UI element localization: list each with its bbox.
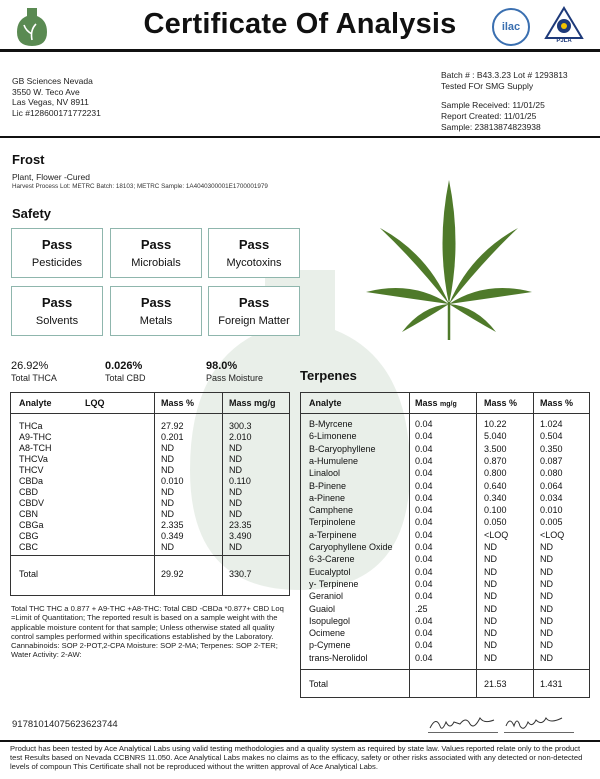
test-result: Pass <box>140 237 172 252</box>
terpene-value: 1.024 <box>540 419 563 429</box>
terpene-value: ND <box>540 554 553 565</box>
lab-address-block <box>12 76 101 118</box>
total-thca-stat <box>11 360 57 383</box>
test-name: Solvents <box>35 315 79 327</box>
terpene-value: 0.340 <box>484 492 507 503</box>
terpene-name: a-Terpinene <box>309 529 357 540</box>
analyte-name: THCV <box>19 465 44 475</box>
terpene-value: ND <box>484 554 497 565</box>
test-result: Pass <box>140 295 172 310</box>
lab-license: Lic #128600171772231 <box>12 107 101 118</box>
terpene-name: Linalool <box>309 468 341 479</box>
analyte-value: ND <box>161 454 174 464</box>
test-result: Pass <box>238 295 270 310</box>
terpene-value: 0.005 <box>540 517 563 528</box>
terpene-value: ND <box>484 578 497 589</box>
column-header <box>415 398 457 408</box>
terpene-name: Eucalyptol <box>309 566 351 577</box>
terpene-value: ND <box>484 628 497 639</box>
terpene-value: 0.504 <box>540 431 563 442</box>
analyte-name: CBG <box>19 531 39 541</box>
terpene-value: 0.04 <box>415 640 433 651</box>
terpene-value: ND <box>540 628 553 639</box>
terpene-value: 0.087 <box>540 455 563 466</box>
terpene-name: y- Terpinene <box>309 578 359 589</box>
safety-test-microbials <box>110 228 202 278</box>
analyte-name: A9-THC <box>19 432 52 442</box>
terpene-name: Camphene <box>309 505 354 516</box>
terpene-name: p-Cymene <box>309 640 351 651</box>
safety-test-mycotoxins <box>208 228 300 278</box>
terpene-value: 0.04 <box>415 554 433 565</box>
terpene-value: 0.010 <box>540 505 563 516</box>
analyte-value: ND <box>161 498 174 508</box>
safety-test-pesticides <box>11 228 103 278</box>
terpene-value: ND <box>484 652 497 663</box>
terpene-value: ND <box>484 615 497 626</box>
total-mass-percent: 21.53 <box>484 679 507 689</box>
terpene-value: ND <box>540 566 553 577</box>
analyte-name: CBGa <box>19 520 44 530</box>
batch-lot: Batch # : B43.3.23 Lot # 1293813 <box>441 70 568 80</box>
column-header: LQQ <box>85 398 105 408</box>
signature-2-icon <box>504 712 566 734</box>
terpene-value: <LOQ <box>484 529 509 540</box>
terpene-value: 0.04 <box>415 615 433 626</box>
harvest-lot: Harvest Process Lot: METRC Batch: 18103; METRC Sample: 1A4040300001E1700001979 <box>12 183 268 190</box>
test-name: Metals <box>139 315 173 327</box>
terpene-value: 0.04 <box>415 431 433 442</box>
analyte-name: THCVa <box>19 454 48 464</box>
column-header-part: Mass <box>415 398 438 408</box>
terpene-value: 0.04 <box>415 505 433 516</box>
terpene-name: Ocimene <box>309 628 346 639</box>
terpene-value: 0.04 <box>415 419 433 429</box>
terpene-value: 0.04 <box>415 517 433 528</box>
terpene-name: a-Humulene <box>309 455 359 466</box>
terpene-name: Isopulegol <box>309 615 351 626</box>
batch-info-block <box>441 70 586 133</box>
safety-heading: Safety <box>12 206 52 221</box>
report-created: Report Created: 11/01/25 <box>441 111 537 121</box>
analyte-name: CBD <box>19 487 39 497</box>
analyte-value: ND <box>161 465 174 475</box>
analyte-value: ND <box>161 443 174 453</box>
analyte-value: 0.201 <box>161 432 184 442</box>
total-mass-percent-2: 1.431 <box>540 679 563 689</box>
terpene-value: 0.640 <box>484 480 507 491</box>
terpene-value: ND <box>540 542 553 552</box>
signature-line-2 <box>504 732 574 733</box>
total-label: Total <box>309 679 329 689</box>
terpene-value: ND <box>484 566 497 577</box>
terpene-name: a-Pinene <box>309 492 346 503</box>
column-header: Analyte <box>19 398 52 408</box>
lab-address-line2: Las Vegas, NV 8911 <box>12 97 89 107</box>
analyte-name: CBN <box>19 509 39 519</box>
analyte-value: 0.010 <box>161 476 184 486</box>
terpene-value: 0.04 <box>415 652 433 663</box>
analyte-name: THCa <box>19 421 43 431</box>
terpene-value: ND <box>540 603 553 614</box>
signature-line-1 <box>428 732 498 733</box>
lab-name: GB Sciences Nevada <box>12 76 93 86</box>
method-notes: Total THC THC a 0.877 + A9-THC +A8-THC: Total CBD -CBDa *0.877+ CBD Loq =Limit of Quantitation; The reported result is based on a sample weight with the applicable moisture content for that sample; Unless otherwise stated all quality control samples performed within specifications established by the Laboratory. Cannabinoids: SOP 2-POT,2-CPA Moisture: SOP 2-MA; Terpenes: SOP 2-TER; Water Activity: 2-AW: <box>11 604 284 660</box>
product-name: Frost <box>12 152 45 167</box>
terpene-name: B-Myrcene <box>309 419 353 429</box>
terpene-name: B-Caryophyllene <box>309 443 376 454</box>
terpene-value: 0.04 <box>415 455 433 466</box>
terpene-name: B-Pinene <box>309 480 347 491</box>
analyte-value: ND <box>161 542 174 552</box>
test-name: Foreign Matter <box>218 315 290 327</box>
terpene-value: 0.04 <box>415 591 433 602</box>
analyte-name: CBC <box>19 542 39 552</box>
test-name: Mycotoxins <box>226 257 282 269</box>
terpene-value: 0.064 <box>540 480 563 491</box>
terpene-value: 0.04 <box>415 566 433 577</box>
terpene-value: 0.04 <box>415 480 433 491</box>
analyte-name: CBDV <box>19 498 45 508</box>
column-header: Analyte <box>309 398 342 408</box>
lab-address-line1: 3550 W. Teco Ave <box>12 86 80 97</box>
analyte-value: 27.92 <box>161 421 184 431</box>
terpene-value: ND <box>540 652 553 663</box>
analyte-value: ND <box>229 509 242 519</box>
analyte-value: ND <box>229 498 242 508</box>
terpene-name: Caryophyllene Oxide <box>309 542 393 552</box>
ilac-logo-icon: ilac <box>492 8 530 46</box>
terpene-value: <LOQ <box>540 529 565 540</box>
cannabis-leaf-icon <box>362 174 536 342</box>
analyte-value: ND <box>229 443 242 453</box>
terpene-name: Terpinolene <box>309 517 356 528</box>
analyte-value: ND <box>229 454 242 464</box>
terpene-value: 0.04 <box>415 578 433 589</box>
safety-test-solvents <box>11 286 103 336</box>
analyte-value: ND <box>161 487 174 497</box>
terpene-value: 0.050 <box>484 517 507 528</box>
analyte-value: 3.490 <box>229 531 252 541</box>
analyte-value: ND <box>229 465 242 475</box>
terpene-value: 0.800 <box>484 468 507 479</box>
terpene-value: ND <box>484 591 497 602</box>
column-header-unit: mg/g <box>440 401 457 408</box>
terpene-value: 10.22 <box>484 419 507 429</box>
test-result: Pass <box>41 295 73 310</box>
total-thca-label: Total THCA <box>11 373 57 383</box>
terpene-value: 0.04 <box>415 492 433 503</box>
terpene-value: 0.080 <box>540 468 563 479</box>
analyte-name: CBDa <box>19 476 44 486</box>
analyte-value: 0.349 <box>161 531 184 541</box>
terpene-value: 0.04 <box>415 542 433 552</box>
pjla-logo-label: PJLA <box>556 38 572 44</box>
terpene-value: 0.034 <box>540 492 563 503</box>
analyte-name: A8-TCH <box>19 443 52 453</box>
total-mass-percent: 29.92 <box>161 569 184 579</box>
terpene-value: ND <box>540 640 553 651</box>
terpene-value: ND <box>540 615 553 626</box>
total-cbd-stat <box>105 360 146 383</box>
terpene-value: 0.04 <box>415 529 433 540</box>
test-result: Pass <box>238 237 270 252</box>
total-mass-mg-g: 330.7 <box>229 569 252 579</box>
total-cbd-label: Total CBD <box>105 373 146 383</box>
page-title: Certificate Of Analysis <box>143 8 457 40</box>
terpene-value: ND <box>540 578 553 589</box>
column-header: Mass mg/g <box>229 398 276 408</box>
moisture-label: Pass Moisture <box>206 373 264 383</box>
safety-test-foreign-matter <box>208 286 300 336</box>
terpene-value: 0.350 <box>540 443 563 454</box>
total-label: Total <box>19 569 39 579</box>
analyte-value: ND <box>229 487 242 497</box>
sample-id: Sample: 23813874823938 <box>441 122 541 132</box>
terpenes-heading: Terpenes <box>300 368 357 383</box>
terpene-value: ND <box>484 640 497 651</box>
test-name: Pesticides <box>31 257 83 269</box>
terpenes-table <box>300 392 590 698</box>
terpene-name: 6-Limonene <box>309 431 357 442</box>
terpene-value: .25 <box>415 603 428 614</box>
product-type: Plant, Flower -Cured <box>12 172 90 182</box>
analyte-value: ND <box>229 542 242 552</box>
analyte-value: ND <box>161 509 174 519</box>
test-result: Pass <box>41 237 73 252</box>
total-thca-value: 26.92% <box>11 360 49 372</box>
section-divider <box>0 136 600 138</box>
terpene-name: Geraniol <box>309 591 344 602</box>
footer-divider <box>0 740 600 742</box>
terpene-name: 6-3-Carene <box>309 554 355 565</box>
analyte-value: 23.35 <box>229 520 252 530</box>
terpene-value: 0.100 <box>484 505 507 516</box>
terpene-value: 0.04 <box>415 443 433 454</box>
sample-received: Sample Received: 11/01/25 <box>441 100 545 110</box>
analyte-value: 300.3 <box>229 421 252 431</box>
analyte-value: 0.110 <box>229 476 251 486</box>
footer-disclaimer: Product has been tested by Ace Analytical Labs using valid testing methodologies and a quality system as required by state law. Values reported relate only to the product test Results based on Nevada CCBNRS 11.050. Ace Analytical Labs makes no claims as to the efficacy, safety or other risks associated with any detected or non-detected levels of compoun This Certificate shall not be reproduced without the written approval of Ace Analytical Labs. <box>10 744 583 772</box>
terpene-value: ND <box>484 542 497 552</box>
terpene-name: trans-Nerolidol <box>309 652 368 663</box>
cannabinoids-table <box>10 392 290 596</box>
moisture-stat <box>206 360 263 383</box>
terpene-value: 0.04 <box>415 468 433 479</box>
test-name: Microbials <box>131 257 181 269</box>
terpene-value: 5.040 <box>484 431 507 442</box>
column-header: Mass % <box>540 398 574 408</box>
tested-for: Tested FOr SMG Supply <box>441 81 534 91</box>
terpene-value: 3.500 <box>484 443 507 454</box>
terpene-value: 0.870 <box>484 455 507 466</box>
analyte-value: 2.010 <box>229 432 252 442</box>
column-header: Mass % <box>161 398 195 408</box>
total-cbd-value: 0.026% <box>105 360 143 372</box>
terpene-value: 0.04 <box>415 628 433 639</box>
safety-test-metals <box>110 286 202 336</box>
moisture-value: 98.0% <box>206 360 238 372</box>
terpene-value: ND <box>484 603 497 614</box>
analyte-value: 2.335 <box>161 520 184 530</box>
signature-1-icon <box>428 712 498 734</box>
column-header: Mass % <box>484 398 518 408</box>
header <box>0 0 600 52</box>
terpene-value: ND <box>540 591 553 602</box>
terpene-name: Guaiol <box>309 603 336 614</box>
barcode-number: 91781014075623623744 <box>12 719 118 730</box>
